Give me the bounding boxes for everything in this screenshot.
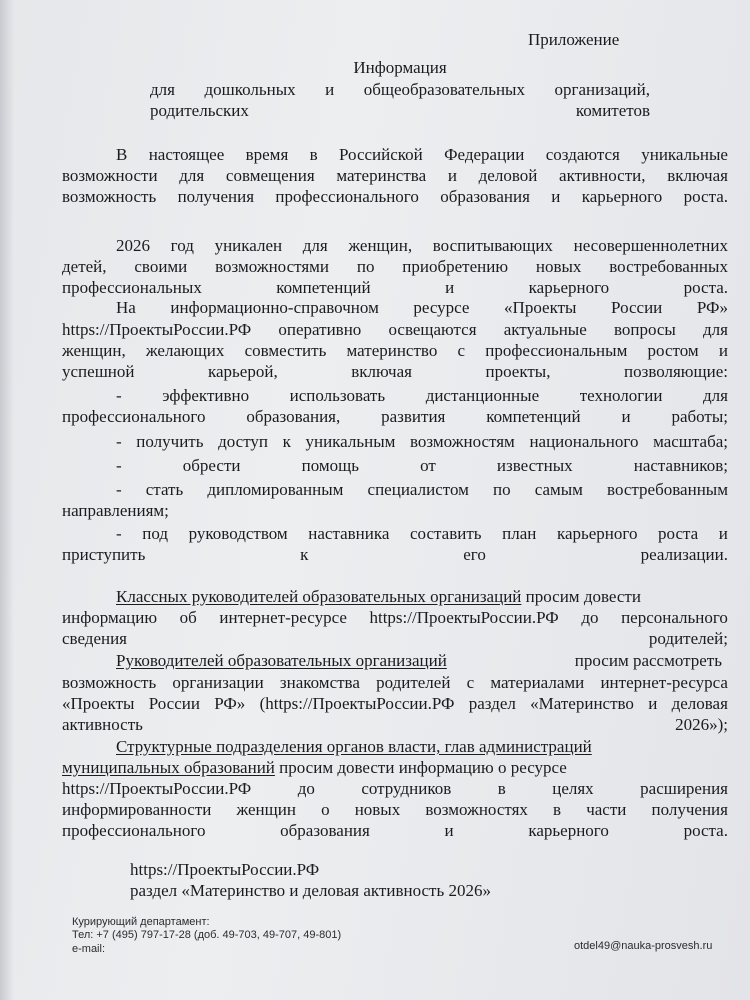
footer-section: раздел «Материнство и деловая активность 2026»	[130, 881, 491, 900]
request-line: профессионального образования и карьерного роста.	[62, 821, 728, 840]
underlined-addressee: Структурные подразделения органов власти, глав администраций	[116, 737, 592, 756]
list-item: - обрести помощь от известных наставников;	[116, 456, 728, 475]
list-item: - получить доступ к уникальным возможностям национального масштаба;	[116, 432, 728, 451]
request-text: просим довести	[525, 587, 641, 606]
request-line: возможность организации знакомства родителей с материалами интернет-ресурса	[62, 673, 728, 692]
para3-line: На информационно-справочном ресурсе «Проекты России РФ»	[116, 298, 728, 317]
doc-subtitle-2: родительских комитетов	[150, 101, 650, 120]
request-line	[116, 651, 722, 671]
doc-subtitle-1: для дошкольных и общеобразовательных организаций,	[150, 80, 650, 99]
list-item: - под руководством наставника составить план карьерного роста и	[116, 524, 728, 543]
list-item: приступить к его реализации.	[62, 545, 728, 564]
contacts-email-label: e-mail:	[72, 943, 106, 955]
request-line: информацию об интернет-ресурсе https://ПроектыРоссии.РФ до персонального	[62, 608, 728, 627]
appendix-label: Приложение	[528, 30, 620, 49]
request-text: просим рассмотреть	[574, 651, 722, 670]
request-line	[62, 758, 722, 778]
para2-line: детей, своими возможностями по приобретению новых востребованных	[62, 257, 728, 276]
request-text: просим довести информацию о ресурсе	[279, 758, 567, 777]
underlined-addressee: Руководителей образовательных организаций	[116, 651, 447, 670]
contacts-email[interactable]: otdel49@nauka-prosvesh.ru	[574, 940, 713, 952]
request-line: активность 2026»);	[62, 715, 728, 734]
request-line: «Проекты России РФ» (https://ПроектыРоссии.РФ раздел «Материнство и деловая	[62, 694, 728, 713]
footer-link[interactable]: https://ПроектыРоссии.РФ	[130, 860, 320, 879]
underlined-addressee: Классных руководителей образовательных организаций	[116, 587, 522, 606]
request-line: сведения родителей;	[62, 629, 728, 648]
contacts-dept: Курирующий департамент:	[72, 916, 210, 928]
para1-line: возможности для совмещения материнства и деловой активности, включая	[62, 166, 728, 185]
para2-line: 2026 год уникален для женщин, воспитывающих несовершеннолетних	[116, 236, 728, 255]
request-line	[116, 737, 722, 757]
list-item: - эффективно использовать дистанционные технологии для	[116, 386, 728, 405]
list-item: направлениям;	[62, 501, 169, 520]
request-line: https://ПроектыРоссии.РФ до сотрудников в целях расширения	[62, 779, 728, 798]
para1-line: возможность получения профессионального образования и карьерного роста.	[62, 187, 728, 206]
list-item: профессионального образования, развития компетенций и работы;	[62, 407, 728, 426]
para2-line: профессиональных компетенций и карьерного роста.	[62, 278, 728, 297]
para3-line: женщин, желающих совместить материнство с профессиональным ростом и	[62, 341, 728, 360]
request-line: информированности женщин о новых возможностях в части получения	[62, 800, 728, 819]
doc-title: Информация	[353, 58, 447, 77]
underlined-addressee: муниципальных образований	[62, 758, 275, 777]
paper-fold-shadow	[0, 0, 14, 1000]
contacts-phone: Тел: +7 (495) 797-17-28 (доб. 49-703, 49-707, 49-801)	[72, 929, 342, 941]
para3-line: успешной карьерой, включая проекты, позволяющие:	[62, 362, 728, 381]
list-item: - стать дипломированным специалистом по самым востребованным	[116, 480, 728, 499]
para3-line: https://ПроектыРоссии.РФ оперативно освещаются актуальные вопросы для	[62, 320, 728, 339]
request-line	[116, 587, 722, 607]
para1-line: В настоящее время в Российской Федерации создаются уникальные	[116, 145, 728, 164]
